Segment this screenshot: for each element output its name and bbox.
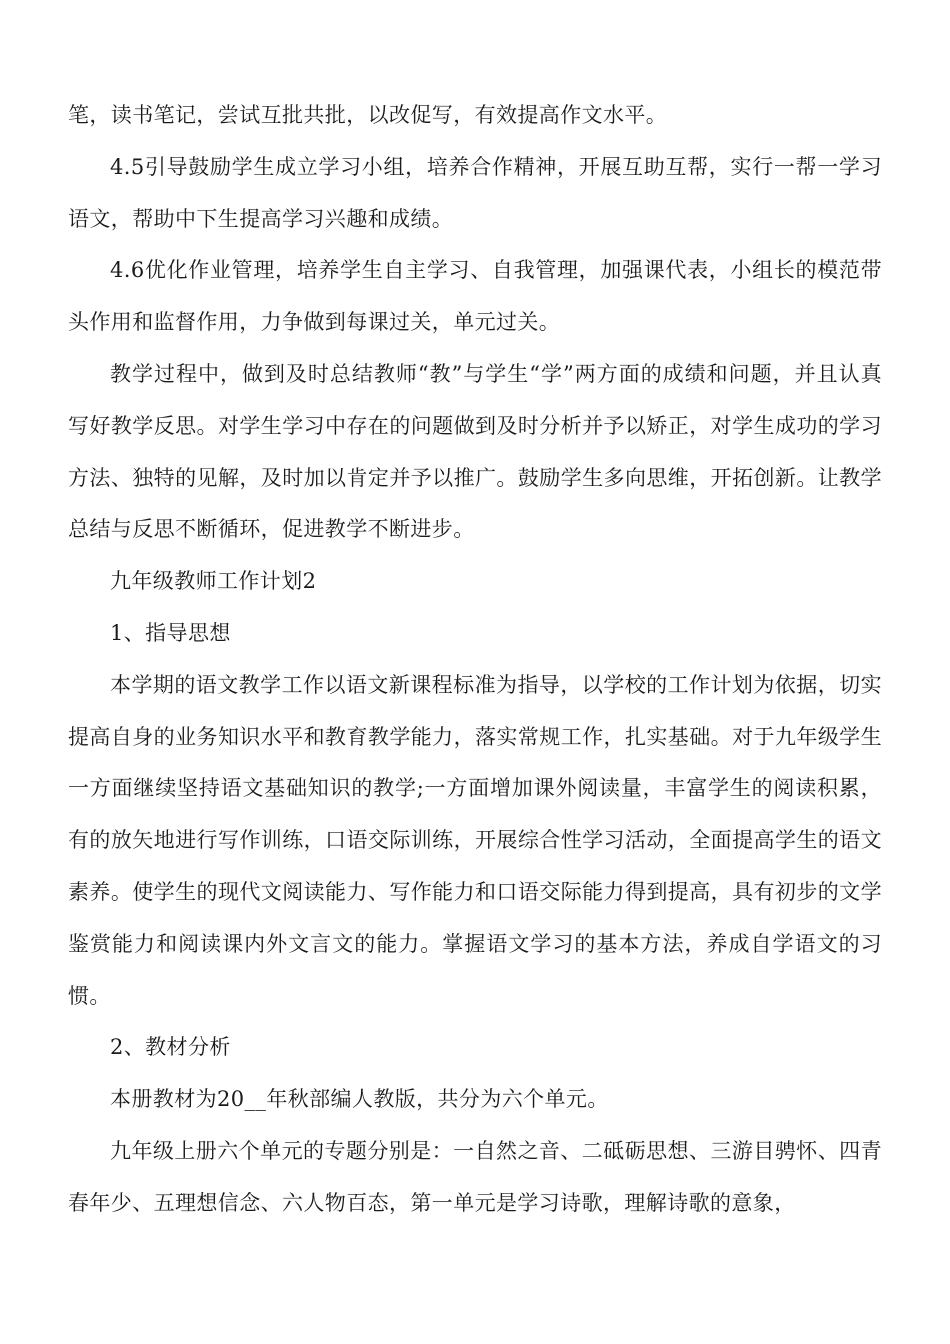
paragraph-4-6: 4.6优化作业管理，培养学生自主学习、自我管理，加强课代表，小组长的模范带头作用和监督作用，力争做到每课过关，单元过关。 <box>68 258 882 335</box>
paragraph-guiding-ideology: 本学期的语文教学工作以语文新课程标准为指导，以学校的工作计划为依据，切实提高自身的业务知识水平和教育教学能力，落实常规工作，扎实基础。对于九年级学生一方面继续坚持语文基础知识的教学;一方面增加课外阅读量，丰富学生的阅读积累，有的放矢地进行写作训练，口语交际训练，开展综合性学习活动，全面提高学生的语文素养。使学生的现代文阅读能力、写作能力和口语交际能力得到提高，具有初步的文学鉴赏能力和阅读课内外文言文的能力。掌握语文学习的基本方法，养成自学语文的习惯。 <box>68 672 882 1008</box>
heading-guiding-ideology: 1、指导思想 <box>110 620 231 645</box>
document-body <box>68 90 882 1230</box>
paragraph-teaching-process: 教学过程中，做到及时总结教师“教”与学生“学”两方面的成绩和问题，并且认真写好教学反思。对学生学习中存在的问题做到及时分析并予以矫正，对学生成功的学习方法、独特的见解，及时加以肯定并予以推广。鼓励学生多向思维，开拓创新。让教学总结与反思不断循环，促进教学不断进步。 <box>68 361 882 542</box>
paragraph-4-5: 4.5引导鼓励学生成立学习小组，培养合作精神，开展互助互帮，实行一帮一学习语文，帮助中下生提高学习兴趣和成绩。 <box>68 154 882 231</box>
heading-textbook-analysis: 2、教材分析 <box>110 1035 231 1060</box>
paragraph-unit-topics: 九年级上册六个单元的专题分别是：一自然之音、二砥砺思想、三游目骋怀、四青春年少、五理想信念、六人物百态，第一单元是学习诗歌，理解诗歌的意象， <box>68 1138 882 1215</box>
paragraph-textbook-edition: 本册教材为20__年秋部编人教版，共分为六个单元。 <box>110 1087 609 1112</box>
section-title-plan-2: 九年级教师工作计划2 <box>110 569 317 594</box>
paragraph-continuation: 笔，读书笔记，尝试互批共批，以改促写，有效提高作文水平。 <box>68 103 668 127</box>
